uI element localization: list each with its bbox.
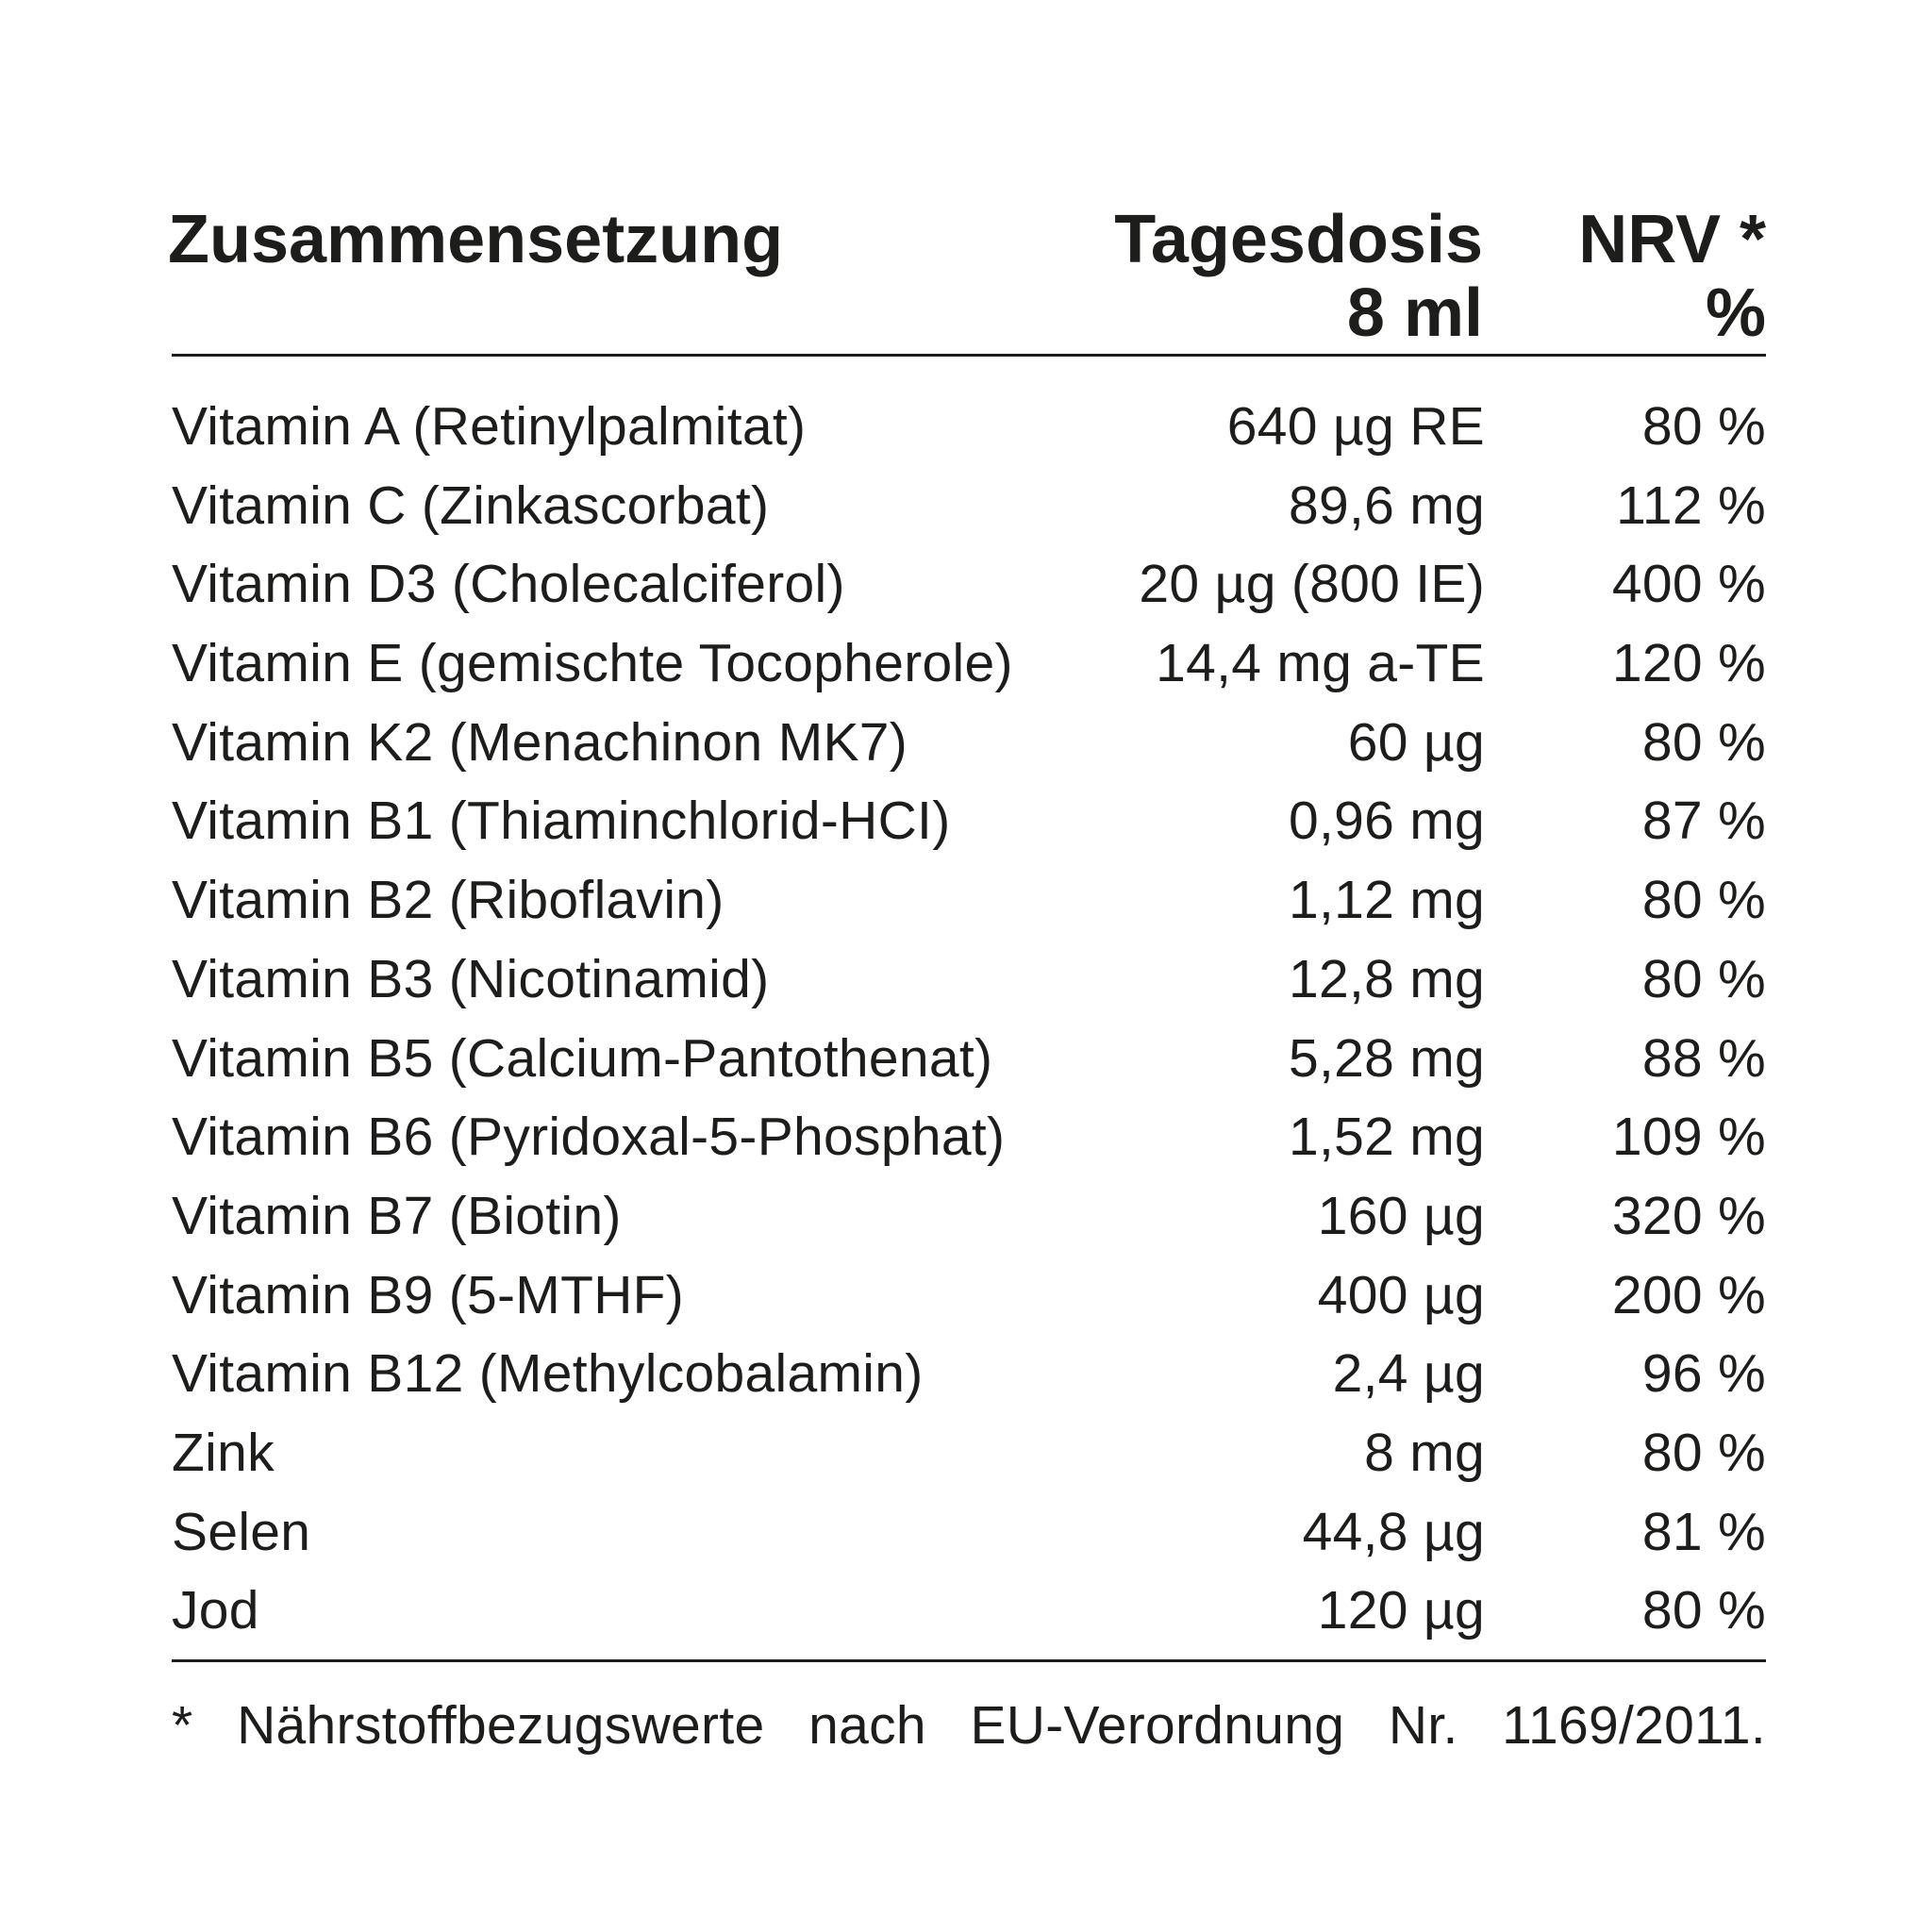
- nutrient-name: Vitamin B3 (Nicotinamid): [172, 948, 770, 1009]
- nutrient-nrv: 80 %: [1641, 870, 1766, 931]
- table-row: [172, 544, 1766, 624]
- nutrient-dose: 1,12 mg: [1288, 870, 1485, 931]
- nutrient-name: Vitamin B5 (Calcium-Pantothenat): [172, 1027, 993, 1089]
- nutrient-dose: 89,6 mg: [1288, 475, 1485, 536]
- nutrient-name: Vitamin A (Retinylpalmitat): [172, 396, 807, 457]
- nutrient-nrv: 112 %: [1616, 475, 1766, 536]
- nutrient-dose: 44,8 µg: [1302, 1501, 1485, 1562]
- nutrient-dose: 12,8 mg: [1288, 948, 1485, 1009]
- nutrient-nrv: 80 %: [1641, 711, 1766, 773]
- header-daily-dose: [1114, 203, 1483, 350]
- table-row: [172, 1334, 1766, 1413]
- table-header: [168, 202, 1766, 354]
- nutrient-name: Vitamin B9 (5-MTHF): [172, 1264, 685, 1325]
- nutrient-nrv: 80 %: [1641, 396, 1766, 457]
- nutrient-name: Zink: [172, 1422, 275, 1483]
- nutrient-nrv: 109 %: [1611, 1107, 1766, 1168]
- footer-divider: [172, 1659, 1766, 1662]
- nutrient-nrv: 120 %: [1611, 633, 1766, 694]
- nutrient-dose: 5,28 mg: [1288, 1027, 1485, 1089]
- nutrient-nrv: 87 %: [1641, 791, 1766, 852]
- nutrient-dose: 120 µg: [1317, 1580, 1485, 1641]
- table-row: [172, 1571, 1766, 1650]
- nutrient-nrv: 400 %: [1611, 554, 1766, 615]
- header-composition: Zusammensetzung: [168, 202, 784, 277]
- nutrient-dose: 20 µg (800 IE): [1139, 554, 1485, 615]
- nutrient-dose: 14,4 mg a-TE: [1156, 633, 1485, 694]
- nutrient-name: Vitamin K2 (Menachinon MK7): [172, 711, 908, 773]
- table-row: [172, 466, 1766, 545]
- table-row: [172, 1492, 1766, 1572]
- table-row: [172, 781, 1766, 860]
- nutrient-name: Vitamin D3 (Cholecalciferol): [172, 554, 845, 615]
- nutrient-dose: 160 µg: [1317, 1185, 1485, 1246]
- nutrient-dose: 60 µg: [1347, 711, 1485, 773]
- composition-table: [168, 202, 1766, 1756]
- nutrient-nrv: 200 %: [1611, 1264, 1766, 1325]
- table-row: [172, 1019, 1766, 1098]
- table-row: [172, 387, 1766, 466]
- table-row: [172, 1256, 1766, 1335]
- nutrient-dose: 400 µg: [1317, 1264, 1485, 1325]
- header-nrv-unit: %: [1705, 275, 1766, 351]
- footnote: * Nährstoffbezugswerte nach EU-Verordnung Nr. 1169/2011.: [172, 1695, 1766, 1756]
- table-row: [172, 1413, 1766, 1492]
- header-daily-dose-label: Tagesdosis: [1114, 202, 1483, 277]
- table-row: [172, 940, 1766, 1019]
- table-row: [172, 624, 1766, 703]
- table-body: [172, 387, 1766, 1650]
- header-divider: [172, 354, 1766, 357]
- nutrient-name: Vitamin B7 (Biotin): [172, 1185, 622, 1246]
- table-row: [172, 1176, 1766, 1256]
- header-nrv: [1578, 203, 1766, 350]
- nutrient-dose: 640 µg RE: [1226, 396, 1485, 457]
- table-row: [172, 860, 1766, 940]
- nutrient-name: Selen: [172, 1501, 311, 1562]
- nutrient-name: Vitamin C (Zinkascorbat): [172, 475, 770, 536]
- nutrient-nrv: 96 %: [1641, 1343, 1766, 1405]
- table-row: [172, 703, 1766, 782]
- nutrient-name: Vitamin B12 (Methylcobalamin): [172, 1343, 924, 1405]
- nutrient-name: Vitamin B2 (Riboflavin): [172, 870, 724, 931]
- nutrient-name: Vitamin E (gemischte Tocopherole): [172, 633, 1013, 694]
- nutrient-name: Jod: [172, 1580, 259, 1641]
- nutrient-nrv: 88 %: [1641, 1027, 1766, 1089]
- header-nrv-label: NRV *: [1578, 202, 1766, 277]
- nutrient-nrv: 80 %: [1641, 1422, 1766, 1483]
- nutrient-dose: 0,96 mg: [1288, 791, 1485, 852]
- nutrient-nrv: 320 %: [1611, 1185, 1766, 1246]
- nutrient-nrv: 81 %: [1641, 1501, 1766, 1562]
- nutrient-name: Vitamin B6 (Pyridoxal-5-Phosphat): [172, 1107, 1006, 1168]
- nutrient-name: Vitamin B1 (Thiaminchlorid-HCI): [172, 791, 951, 852]
- nutrient-nrv: 80 %: [1641, 1580, 1766, 1641]
- nutrient-dose: 2,4 µg: [1332, 1343, 1485, 1405]
- table-row: [172, 1097, 1766, 1176]
- header-daily-dose-amount: 8 ml: [1346, 275, 1483, 351]
- nutrient-dose: 8 mg: [1364, 1422, 1485, 1483]
- nutrient-nrv: 80 %: [1641, 948, 1766, 1009]
- nutrient-dose: 1,52 mg: [1288, 1107, 1485, 1168]
